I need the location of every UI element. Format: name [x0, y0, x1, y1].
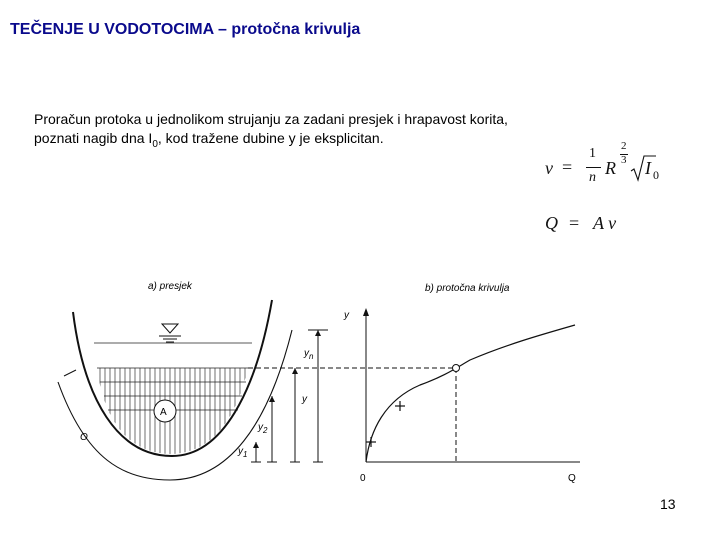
rating-axis-origin-label: 0	[360, 473, 366, 484]
formula-I-sub: 0	[653, 168, 659, 182]
formula-Av: A v	[593, 213, 617, 233]
formula-exp-den: 3	[621, 154, 627, 166]
water-surface-symbol	[159, 324, 181, 342]
curve-point-y2	[395, 401, 405, 411]
formula-Q: Q	[545, 213, 558, 233]
description-line-2-sub: 0	[152, 138, 158, 150]
caption-cross-section: a) presjek	[148, 281, 192, 292]
rating-axis-x-label: Q	[568, 473, 576, 484]
description-line-1: Proračun protoka u jednolikom strujanju za zadani presjek i hrapavost korita,	[34, 111, 508, 127]
formula-I: I	[645, 158, 651, 178]
formula-v: v	[545, 158, 553, 178]
page-number: 13	[660, 496, 676, 512]
caption-rating-curve: b) protočna krivulja	[425, 283, 510, 294]
curve-point-y1	[366, 437, 376, 447]
ground-label: O	[80, 432, 88, 443]
formula-eq: =	[562, 157, 573, 177]
yn-label: $y_n$	[304, 348, 314, 361]
rating-curve	[366, 325, 575, 462]
formula-frac-den: n	[589, 170, 596, 185]
description-line-2b: , kod tražene dubine y je eksplicitan.	[157, 130, 384, 146]
formula-frac-num: 1	[589, 146, 596, 161]
formula-R: R	[605, 158, 616, 178]
rating-axis-y-label: y	[344, 310, 349, 321]
bed-tick	[64, 370, 76, 376]
y-label: y	[302, 394, 307, 405]
rating-y-arrow	[363, 308, 369, 316]
channel-bed-inner	[73, 300, 272, 456]
y1-label: $y_1$	[238, 446, 248, 459]
water-level-lines	[94, 343, 252, 410]
depth-dimensions	[251, 330, 328, 462]
description-line-2a: poznati nagib dna I	[34, 130, 153, 146]
curve-point-y	[453, 365, 460, 372]
formula-exp-num: 2	[621, 140, 627, 152]
slide-title: TEČENJE U VODOTOCIMA – protočna krivulja	[10, 21, 361, 38]
y2-label: $y_2$	[258, 422, 268, 435]
area-label: A	[160, 407, 167, 418]
formula-eq2: =	[569, 213, 580, 233]
